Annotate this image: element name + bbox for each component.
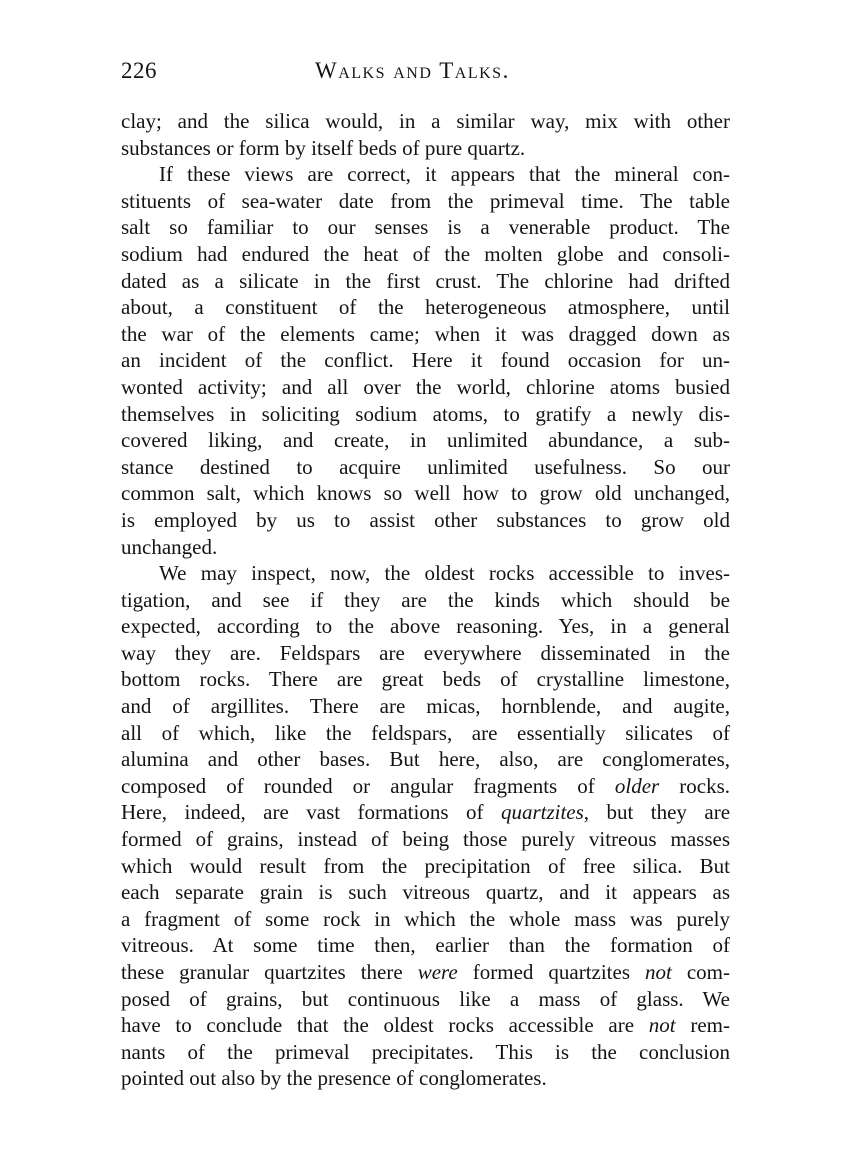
paragraph-1 [121, 108, 730, 161]
text-line: clay; and the silica would, in a similar way, mix with other [121, 109, 730, 133]
text-line: substances or form by itself beds of pure quartz. [121, 135, 526, 160]
text-line: salt so familiar to our senses is a venerable product. The [121, 215, 730, 240]
text-line: about, a constituent of the heterogeneous atmosphere, until [121, 295, 730, 320]
page-header [121, 58, 730, 92]
text-line: have to conclude that the oldest rocks accessible are not rem- [121, 1013, 730, 1038]
text-line: each separate grain is such vitreous quartz, and it appears as [121, 880, 730, 905]
text-line: a fragment of some rock in which the whole mass was purely [121, 906, 730, 931]
text-line: composed of rounded or angular fragments of older rocks. [121, 773, 730, 798]
text-line: unchanged. [121, 534, 218, 559]
text-line: is employed by us to assist other substances to grow old [121, 507, 730, 532]
text-line: common salt, which knows so well how to grow old unchanged, [121, 481, 730, 506]
text-line: Here, indeed, are vast formations of quartzites, but they are [121, 800, 731, 825]
text-line: covered liking, and create, in unlimited abundance, a sub- [121, 428, 730, 453]
paragraph-3 [121, 560, 730, 1092]
paragraph-2 [121, 161, 730, 560]
text-line: pointed out also by the presence of conglomerates. [121, 1066, 547, 1091]
text-line: stance destined to acquire unlimited usefulness. So our [121, 454, 730, 479]
text-line: the war of the elements came; when it was dragged down as [121, 321, 730, 346]
text-line: posed of grains, but continuous like a mass of glass. We [121, 986, 730, 1011]
text-line: all of which, like the feldspars, are essentially silicates of [121, 720, 730, 745]
running-head: Walks and Talks. [315, 58, 510, 83]
text-line: If these views are correct, it appears that the mineral con- [159, 162, 730, 187]
text-line: vitreous. At some time then, earlier than the formation of [121, 933, 730, 958]
text-line: nants of the primeval precipitates. This is the conclusion [121, 1039, 730, 1064]
body-text [121, 108, 730, 1092]
text-line: dated as a silicate in the first crust. The chlorine had drifted [121, 268, 730, 293]
text-line: formed of grains, instead of being those purely vitreous masses [121, 827, 730, 852]
text-line: stituents of sea-water date from the primeval time. The table [121, 188, 730, 213]
text-line: themselves in soliciting sodium atoms, to gratify a newly dis- [121, 401, 730, 426]
text-line: wonted activity; and all over the world, chlorine atoms busied [121, 374, 730, 399]
text-line: these granular quartzites there were formed quartzites not com- [121, 960, 731, 984]
text-line: sodium had endured the heat of the molten globe and consoli- [121, 241, 730, 266]
text-line: way they are. Feldspars are everywhere disseminated in the [121, 640, 730, 665]
text-line: an incident of the conflict. Here it found occasion for un- [121, 348, 730, 373]
text-line: We may inspect, now, the oldest rocks accessible to inves- [159, 561, 730, 586]
text-line: bottom rocks. There are great beds of crystalline limestone, [121, 667, 730, 692]
page-number: 226 [121, 58, 157, 83]
text-line: expected, according to the above reasoning. Yes, in a general [121, 614, 730, 639]
text-line: which would result from the precipitation of free silica. But [121, 853, 730, 878]
text-line: and of argillites. There are micas, hornblende, and augite, [121, 694, 730, 719]
text-line: tigation, and see if they are the kinds which should be [121, 587, 730, 612]
text-line: alumina and other bases. But here, also, are conglomerates, [121, 747, 730, 772]
